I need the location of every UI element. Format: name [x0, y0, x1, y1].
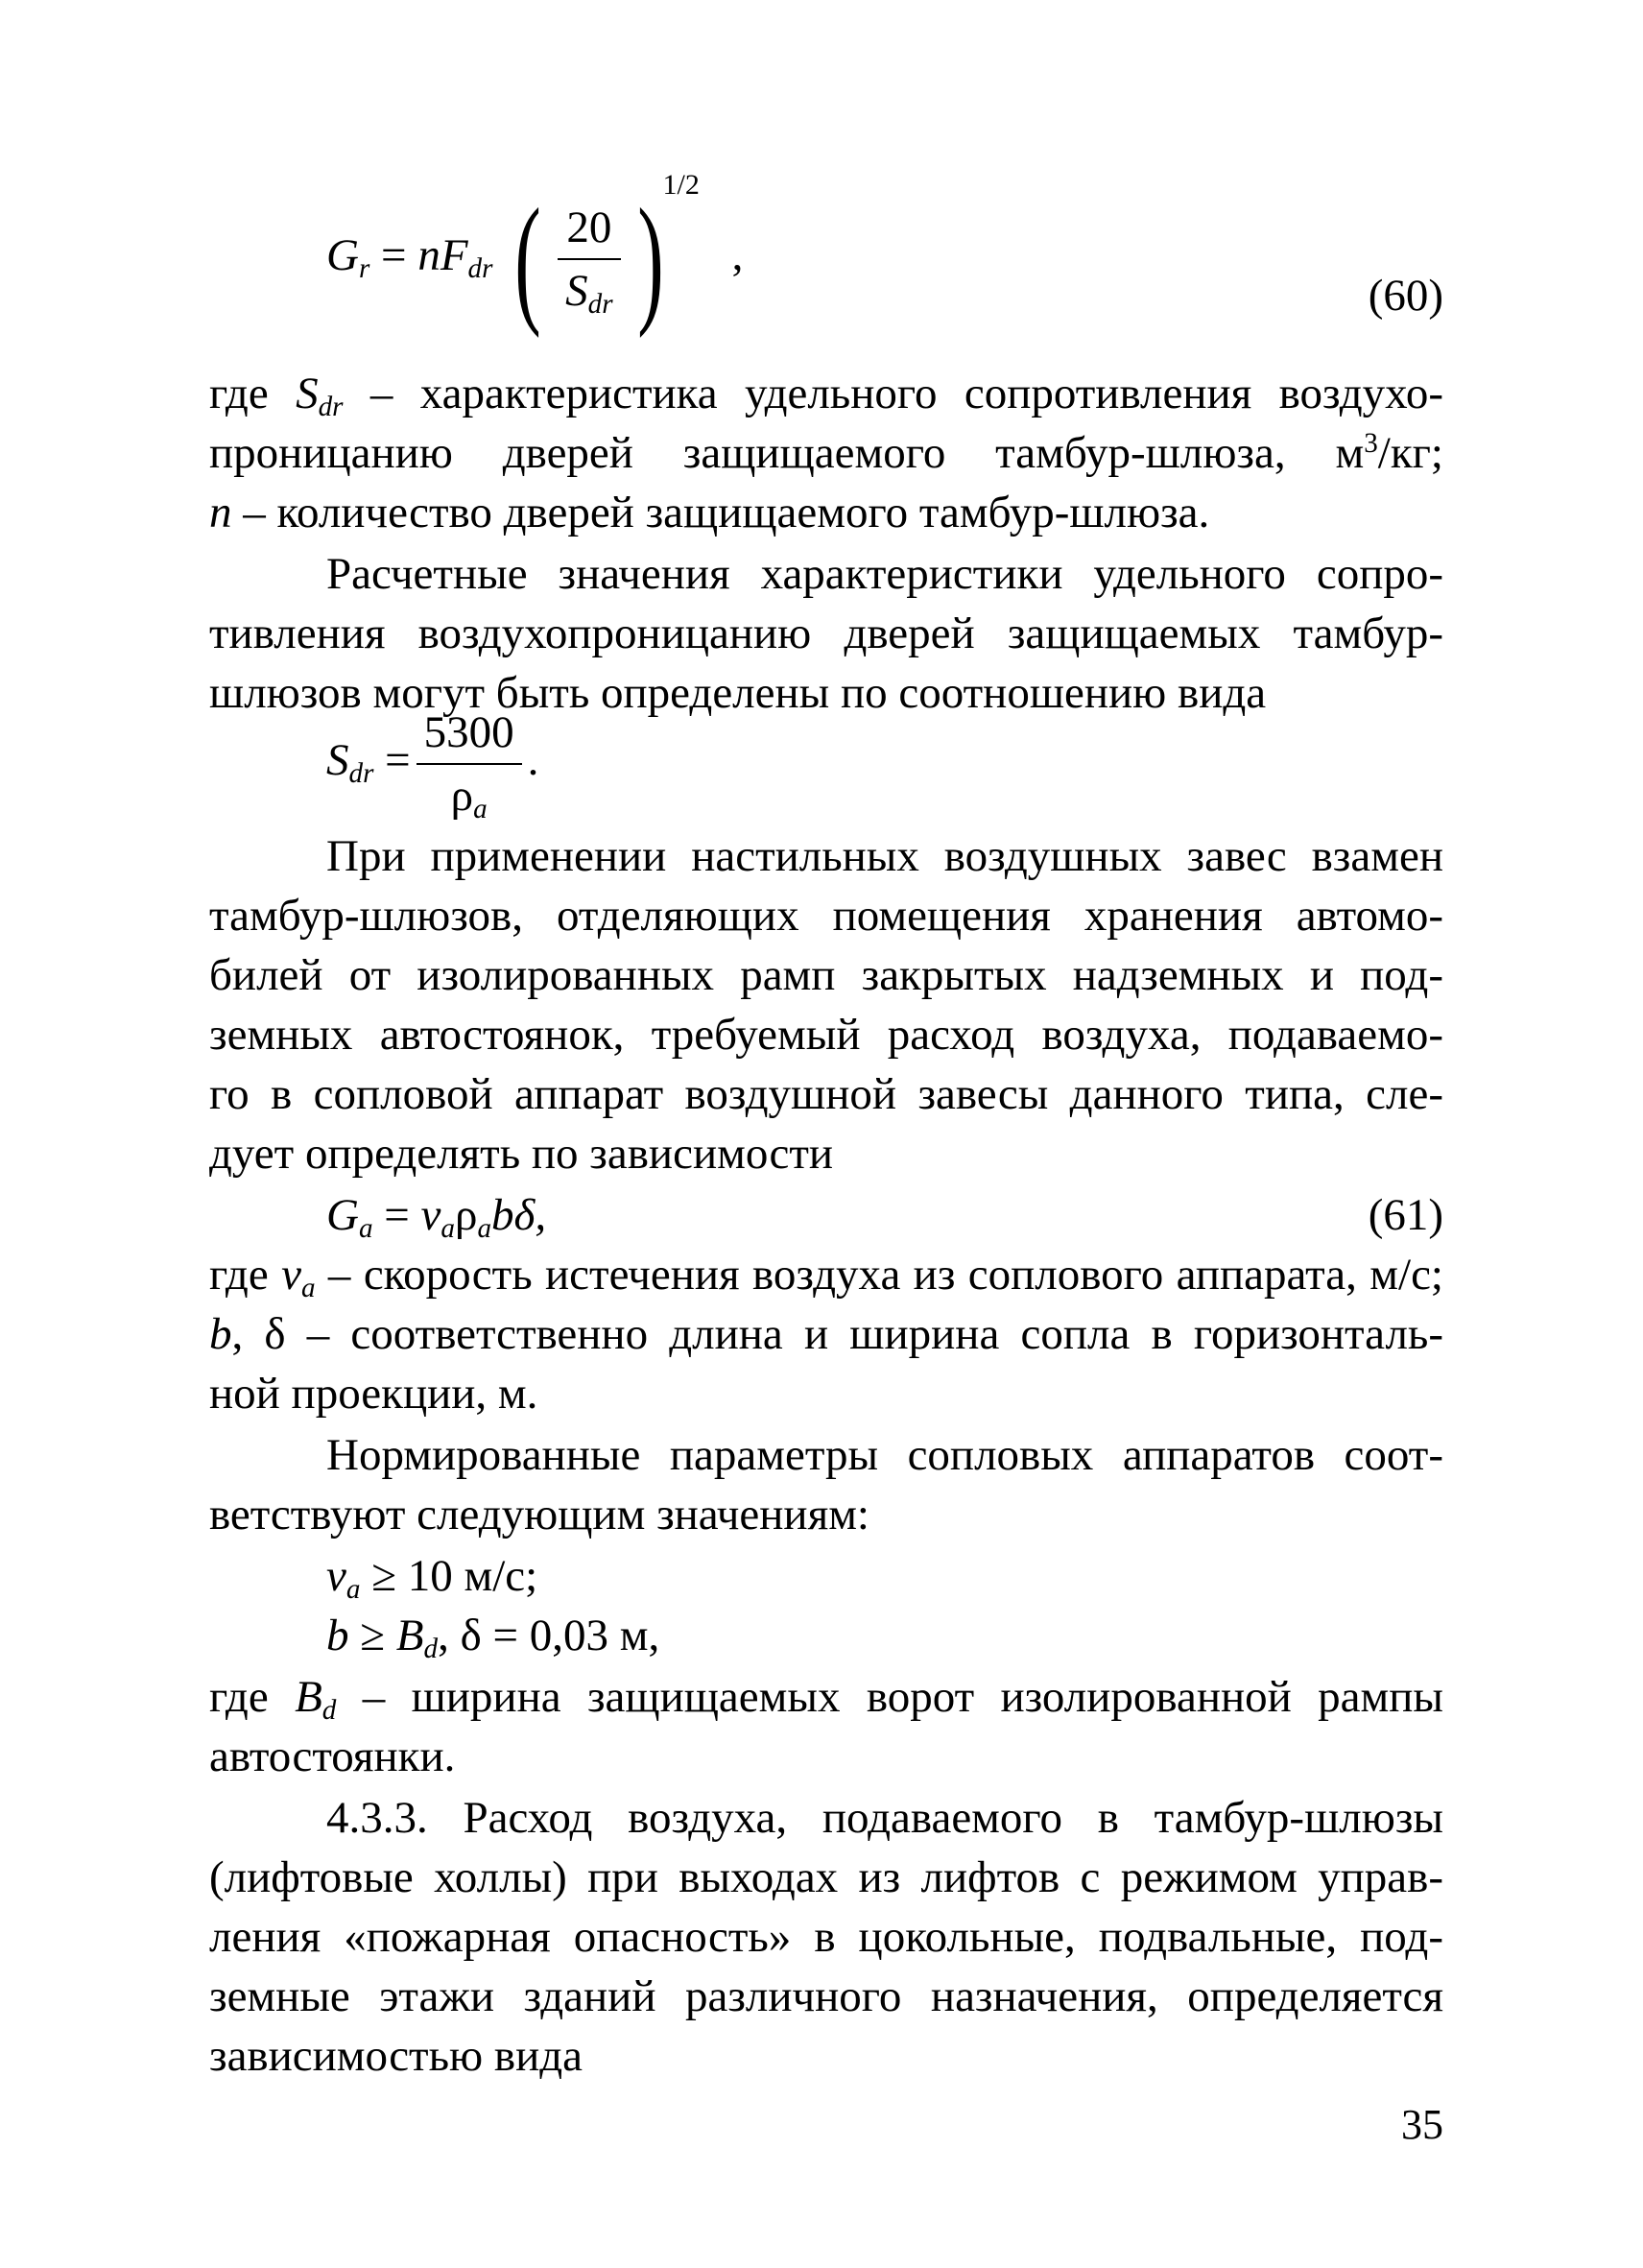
p1-text: – характеристика удельного сопротивления воздухо-	[343, 369, 1443, 418]
p1-superscript: 3	[1364, 427, 1378, 459]
formula-61-eq: =	[372, 1190, 421, 1240]
condition-va-sub: a	[345, 1574, 361, 1606]
formula-60-number: (60)	[1368, 271, 1443, 321]
p4-text: – скорость истечения воздуха из соплового аппарата, м/с;	[315, 1250, 1443, 1300]
formula-60-fraction	[558, 201, 620, 321]
condition-b-B-sub: d	[423, 1634, 439, 1665]
formula-61-G-sub: a	[358, 1213, 373, 1245]
p7-line-4: земные этажи зданий различного назначения, определяется	[209, 1971, 1443, 2021]
formula-61-rest: bδ,	[491, 1190, 547, 1240]
formula-61-v-sub: a	[441, 1213, 455, 1245]
p1-symbol-sub: dr	[318, 392, 344, 423]
formula-sdr-eq: =	[373, 734, 411, 785]
p1-line-2	[209, 424, 1443, 482]
formula-60-exponent: 1/2	[662, 169, 700, 202]
condition-b-rest: , δ = 0,03 м,	[438, 1611, 660, 1660]
right-paren: )	[636, 179, 664, 339]
condition-b-b: b	[326, 1611, 349, 1660]
p4-text: где	[209, 1250, 282, 1300]
p1-symbol-n: n	[209, 488, 232, 537]
p4-line-1	[209, 1246, 1443, 1303]
p6-symbol-sub: d	[321, 1695, 337, 1727]
p3-line-6: дует определять по зависимости	[209, 1129, 834, 1179]
formula-60	[326, 169, 744, 339]
formula-61-rho-sub: a	[477, 1213, 491, 1245]
formula-60-F: F	[440, 229, 468, 280]
formula-60-comma: ,	[731, 229, 744, 280]
formula-60-den-S: S	[565, 266, 588, 316]
p7-line-3: ления «пожарная опасность» в цокольные, подвальные, под-	[209, 1912, 1443, 1962]
formula-sdr-rho: ρ	[450, 771, 474, 821]
p4-line-3: ной проекции, м.	[209, 1369, 538, 1419]
formula-sdr-dot: .	[527, 734, 539, 785]
formula-61-rho: ρ	[454, 1190, 478, 1240]
formula-61-v: v	[420, 1190, 441, 1240]
p2-line-1: Расчетные значения характеристики удельного сопро-	[326, 549, 1443, 599]
condition-va-rest: ≥ 10 м/с;	[360, 1551, 538, 1601]
p6-line-2: автостоянки.	[209, 1731, 456, 1781]
p4-symbol-v: v	[281, 1250, 301, 1300]
p3-line-1: При применении настильных воздушных завес взамен	[326, 831, 1443, 881]
formula-61-number: (61)	[1368, 1190, 1443, 1240]
condition-b	[326, 1607, 659, 1664]
formula-61	[326, 1186, 546, 1244]
formula-sdr-denominator	[417, 765, 522, 823]
p6-text: где	[209, 1672, 296, 1722]
p1-text: проницанию дверей защищаемого тамбур-шлюза, м	[209, 428, 1365, 478]
p5-line-1: Нормированные параметры сопловых аппаратов соот-	[326, 1430, 1443, 1480]
p1-text: где	[209, 369, 297, 418]
formula-sdr-fraction	[417, 705, 522, 823]
p4-symbol-b: b	[209, 1309, 232, 1359]
p3-line-5: го в сопловой аппарат воздушной завесы данного типа, сле-	[209, 1069, 1443, 1119]
formula-sdr	[326, 705, 538, 823]
p1-text: – количество дверей защищаемого тамбур-шлюза.	[231, 488, 1210, 537]
p1-text: /кг;	[1377, 428, 1443, 478]
p3-line-4: земных автостоянок, требуемый расход воздуха, подаваемо-	[209, 1010, 1443, 1060]
formula-60-eq: =	[381, 229, 418, 280]
p4-text: , δ – соответственно длина и ширина сопла в горизонталь-	[231, 1309, 1443, 1359]
p3-line-2: тамбур-шлюзов, отделяющих помещения хранения автомо-	[209, 891, 1443, 941]
formula-61-G: G	[326, 1190, 359, 1240]
p2-line-3: шлюзов могут быть определены по соотношению вида	[209, 668, 1267, 718]
p3-line-3: билей от изолированных рамп закрытых надземных и под-	[209, 950, 1443, 1000]
p7-line-2: (лифтовые холлы) при выходах из лифтов с режимом управ-	[209, 1852, 1443, 1902]
formula-sdr-rho-sub: a	[473, 794, 488, 825]
condition-va-v: v	[326, 1551, 346, 1601]
p1-line-3	[209, 484, 1443, 541]
formula-sdr-numerator: 5300	[417, 705, 522, 765]
page-number: 35	[1401, 2101, 1443, 2148]
condition-b-B: B	[395, 1611, 424, 1660]
formula-60-den-sub: dr	[587, 289, 613, 321]
p1-symbol-S: S	[296, 369, 319, 418]
formula-60-lhs-sub: r	[358, 252, 370, 284]
condition-b-ge: ≥	[348, 1611, 396, 1660]
formula-60-denominator	[558, 260, 620, 321]
formula-60-numerator: 20	[558, 201, 620, 260]
left-paren: (	[514, 179, 541, 339]
p1-line-1	[209, 365, 1443, 422]
formula-60-lhs: G	[326, 229, 359, 280]
condition-va	[326, 1547, 537, 1605]
p5-line-2: ветствуют следующим значениям:	[209, 1490, 869, 1540]
formula-60-n: n	[417, 229, 441, 280]
p6-symbol-B: B	[295, 1672, 322, 1722]
p7-line-1: 4.3.3. Расход воздуха, подаваемого в тамбур-шлюзы	[326, 1793, 1443, 1843]
p7-line-5: зависимостью вида	[209, 2031, 583, 2081]
formula-60-F-sub: dr	[467, 252, 493, 284]
p4-symbol-sub: a	[300, 1273, 316, 1304]
formula-sdr-lhs: S	[326, 734, 349, 785]
p6-line-1	[209, 1668, 1443, 1726]
p4-line-2	[209, 1305, 1443, 1363]
formula-sdr-lhs-sub: dr	[348, 757, 374, 789]
p2-line-2: тивления воздухопроницанию дверей защищаемых тамбур-	[209, 609, 1443, 658]
p6-text: – ширина защищаемых ворот изолированной рампы	[336, 1672, 1443, 1722]
